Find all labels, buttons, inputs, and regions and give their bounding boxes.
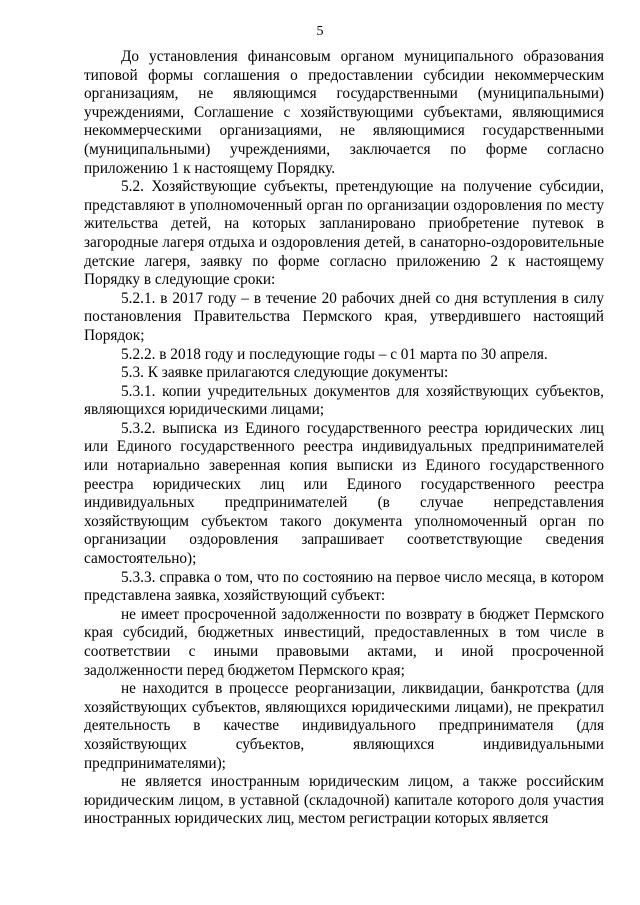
paragraph-5-2-1: 5.2.1. в 2017 году – в течение 20 рабочих дней со дня вступления в силу постановления Правительства Пермского края, утвердившего настоящий Порядок; — [84, 289, 604, 344]
paragraph-5-3-2: 5.3.2. выписка из Единого государственного реестра юридических лиц или Единого государственного реестра индивидуальных предпринимателей или нотариально заверенная копия выписки из Единого государственного реестра юридических лиц или Единого государственного реестра индивидуальных предпринимателей (в случае непредставления хозяйствующим субъектом такого документа уполномоченный орган по организации оздоровления запрашивает соответствующие сведения самостоятельно); — [84, 419, 604, 568]
paragraph-5-2-2: 5.2.2. в 2018 году и последующие годы – с 01 марта по 30 апреля. — [121, 345, 548, 363]
paragraph-no-reorganization: не находится в процессе реорганизации, ликвидации, банкротства (для хозяйствующих субъектов, являющихся юридическими лицами), не прекратил деятельность в качестве индивидуального предпринимателя (для хозяйствующих субъектов, являющихся индивидуальными предпринимателями); — [84, 680, 604, 772]
page-number: 5 — [316, 24, 324, 39]
paragraph-5-3-1: 5.3.1. копии учредительных документов для хозяйствующих субъектов, являющихся юридическими лицами; — [84, 382, 604, 419]
document-body — [84, 48, 604, 829]
paragraph-agreement-form: До установления финансовым органом муниципального образования типовой формы соглашения о предоставлении субсидии некоммерческим организациям, не являющимся государственными (муниципальными) учреждениями, Соглашение с хозяйствующими субъектами, являющимися некоммерческими организациями, не являющимися государственными (муниципальными) учреждениями, заключается по форме согласно приложению 1 к настоящему Порядку. — [84, 48, 604, 177]
paragraph-not-foreign: не является иностранным юридическим лицом, а также российским юридическим лицом, в уставной (складочной) капитале которого доля участия иностранных юридических лиц, местом регистрации которых является — [84, 773, 604, 828]
paragraph-5-3-3: 5.3.3. справка о том, что по состоянию на первое число месяца, в котором представлена заявка, хозяйствующий субъект: — [84, 568, 604, 605]
paragraph-5-3: 5.3. К заявке прилагаются следующие документы: — [121, 364, 449, 382]
paragraph-no-debt: не имеет просроченной задолженности по возврату в бюджет Пермского края субсидий, бюджетных инвестиций, предоставленных в том числе в соответствии с иными правовыми актами, и иной просроченной задолженности перед бюджетом Пермского края; — [84, 605, 604, 679]
paragraph-5-2: 5.2. Хозяйствующие субъекты, претендующие на получение субсидии, представляют в уполномоченный орган по организации оздоровления по месту жительства детей, на которых запланировано приобретение путевок в загородные лагеря отдыха и оздоровления детей, в санаторно-оздоровительные детские лагеря, заявку по форме согласно приложению 2 к настоящему Порядку в следующие сроки: — [84, 178, 604, 289]
